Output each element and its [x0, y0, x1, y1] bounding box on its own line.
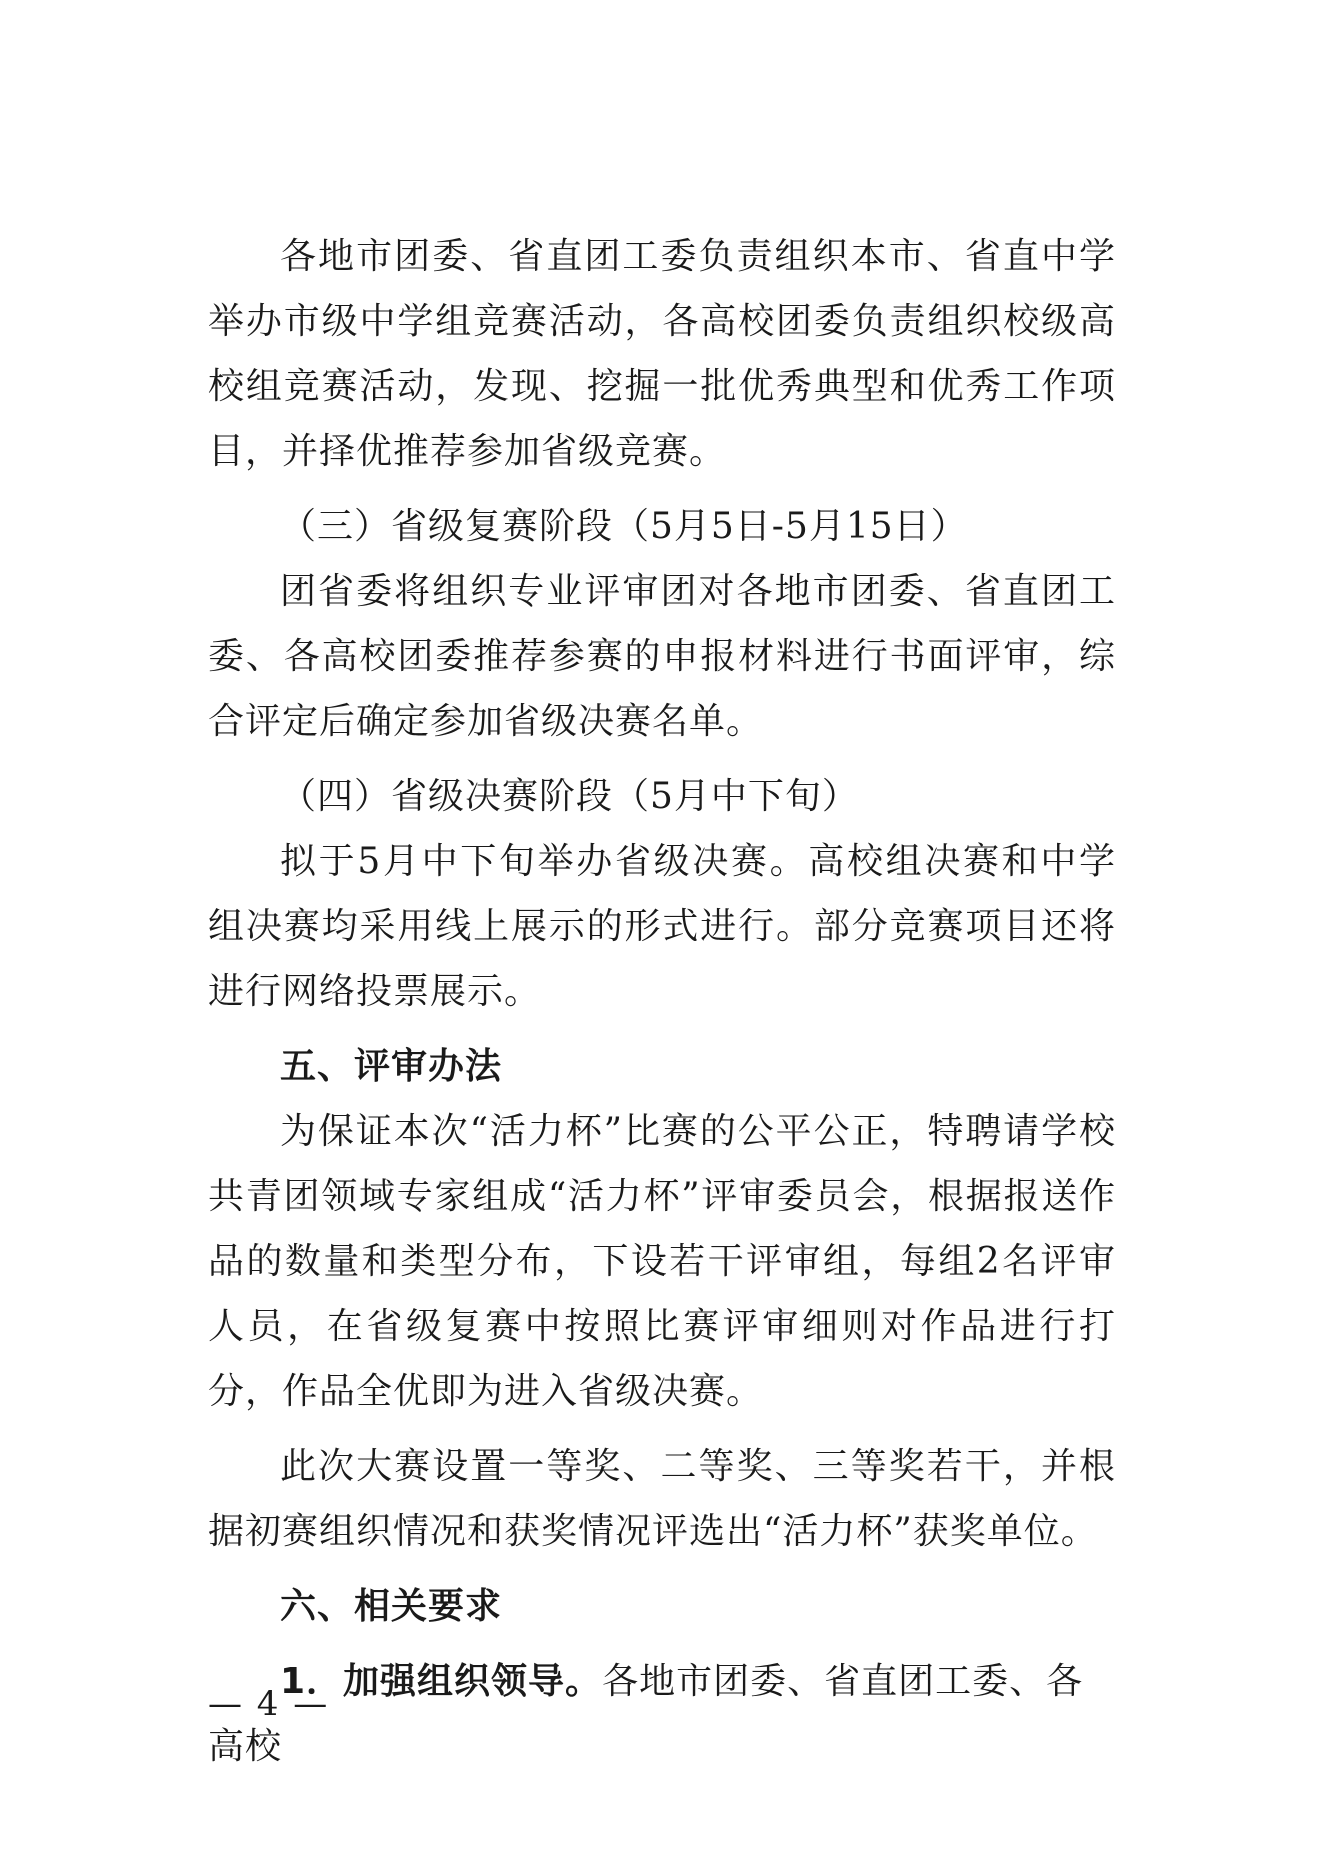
paragraph-preliminary: 各地市团委、省直团工委负责组织本市、省直中学举办市级中学组竞赛活动，各高校团委负责组织校级高校组竞赛活动，发现、挖掘一批优秀典型和优秀工作项目，并择优推荐参加省级竞赛。: [208, 236, 1116, 472]
subheading-provincial-final: （四）省级决赛阶段（5月中下旬）: [280, 776, 859, 817]
paragraph-final: 拟于5月中下旬举办省级决赛。高校组决赛和中学组决赛均采用线上展示的形式进行。部分竞赛项目还将进行网络投票展示。: [208, 841, 1116, 1012]
paragraph-awards: 此次大赛设置一等奖、二等奖、三等奖若干，并根据初赛组织情况和获奖情况评选出“活力杯”获奖单位。: [208, 1446, 1116, 1552]
paragraph-semifinal: 团省委将组织专业评审团对各地市团委、省直团工委、各高校团委推荐参赛的申报材料进行书面评审，综合评定后确定参加省级决赛名单。: [208, 571, 1116, 742]
page-number: — 4 —: [208, 1684, 330, 1724]
heading-requirements: 六、相关要求: [280, 1586, 503, 1627]
requirement-item-1: [208, 1649, 1116, 1779]
requirement-item-1-text: 各地市团委、省直团工委、各高校: [208, 1661, 1084, 1767]
requirement-item-1-lead: 1．加强组织领导。: [280, 1661, 603, 1702]
subheading-provincial-semifinal: （三）省级复赛阶段（5月5日-5月15日）: [280, 506, 968, 547]
paragraph-evaluation: 为保证本次“活力杯”比赛的公平公正，特聘请学校共青团领域专家组成“活力杯”评审委员会，根据报送作品的数量和类型分布，下设若干评审组，每组2名评审人员，在省级复赛中按照比赛评审细则对作品进行打分，作品全优即为进入省级决赛。: [208, 1111, 1116, 1412]
document-body: [208, 224, 1116, 1779]
heading-evaluation-method: 五、评审办法: [280, 1046, 503, 1087]
